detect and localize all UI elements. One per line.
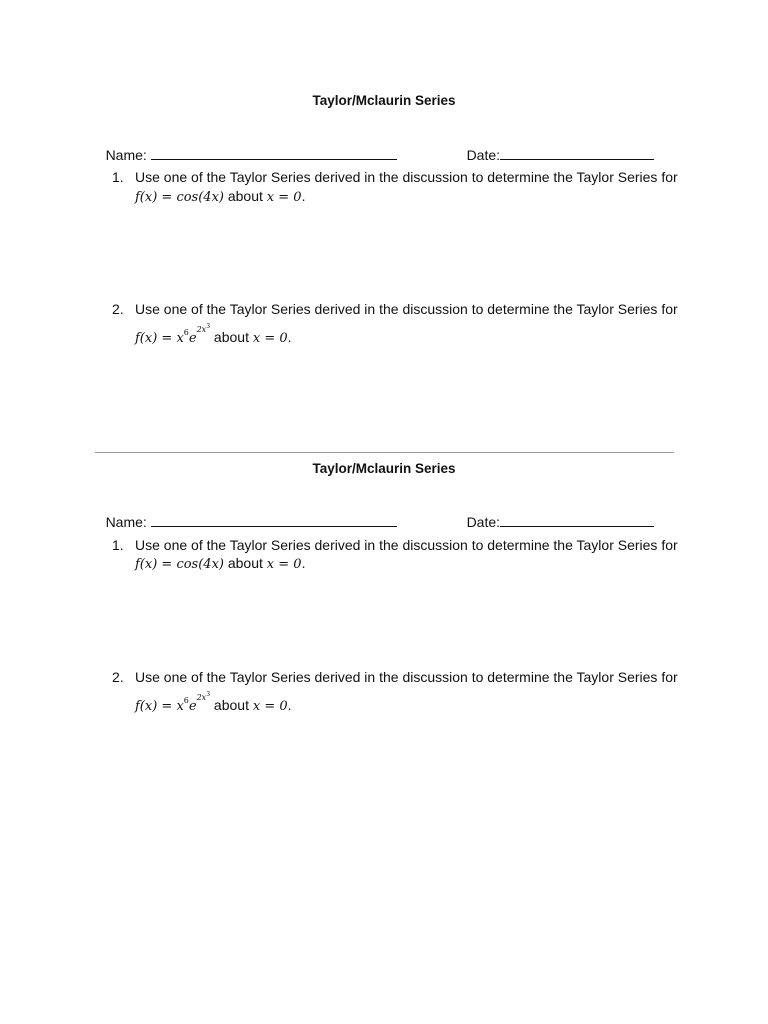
question-text: Use one of the Taylor Series derived in the discussion to determine the Taylor Series for (135, 169, 678, 185)
cut-divider-line (95, 452, 674, 453)
date-label: Date: (466, 147, 501, 163)
date-blank-line[interactable] (500, 147, 654, 160)
base-x: x (176, 699, 184, 714)
exponent-2x: 2x (196, 693, 207, 702)
function-lhs: f(x) = (135, 699, 177, 714)
exponent-cubed: 3 (206, 323, 211, 330)
base-e: e (188, 699, 197, 714)
about-word: about (213, 697, 249, 713)
date-label: Date: (466, 514, 501, 530)
name-label: Name: (105, 147, 151, 163)
question-math (135, 188, 305, 205)
function-expression: f(x) = cos(4x) (135, 190, 224, 205)
question-math (135, 555, 305, 572)
question-text: Use one of the Taylor Series derived in the discussion to determine the Taylor Series for (135, 301, 678, 317)
worksheet-title: Taylor/Mclaurin Series (312, 93, 456, 108)
question-text: Use one of the Taylor Series derived in the discussion to determine the Taylor Series for (135, 669, 678, 685)
expansion-point: x = 0 (266, 190, 302, 205)
base-x: x (176, 331, 184, 346)
question-math (135, 323, 292, 346)
exponent-cubed: 3 (206, 691, 211, 698)
about-word: about (227, 555, 263, 571)
name-blank-line[interactable] (151, 147, 397, 160)
question-number: 2. (112, 669, 124, 685)
exponent-2x: 2x (196, 325, 207, 334)
period: . (287, 329, 292, 345)
worksheet-title: Taylor/Mclaurin Series (312, 461, 456, 476)
exponent-6: 6 (183, 696, 189, 705)
question-number: 1. (112, 537, 124, 553)
question-number: 1. (112, 169, 124, 185)
function-expression: f(x) = cos(4x) (135, 557, 224, 572)
period: . (287, 697, 292, 713)
exponent-6: 6 (183, 328, 189, 337)
expansion-point: x = 0 (252, 331, 288, 346)
date-blank-line[interactable] (500, 514, 654, 527)
period: . (301, 555, 306, 571)
about-word: about (227, 188, 263, 204)
function-lhs: f(x) = (135, 331, 177, 346)
expansion-point: x = 0 (266, 557, 302, 572)
question-math (135, 691, 292, 714)
question-number: 2. (112, 301, 124, 317)
expansion-point: x = 0 (252, 699, 288, 714)
name-label: Name: (105, 514, 151, 530)
base-e: e (188, 331, 197, 346)
name-blank-line[interactable] (151, 514, 397, 527)
about-word: about (213, 329, 249, 345)
question-text: Use one of the Taylor Series derived in the discussion to determine the Taylor Series for (135, 537, 678, 553)
period: . (301, 188, 306, 204)
